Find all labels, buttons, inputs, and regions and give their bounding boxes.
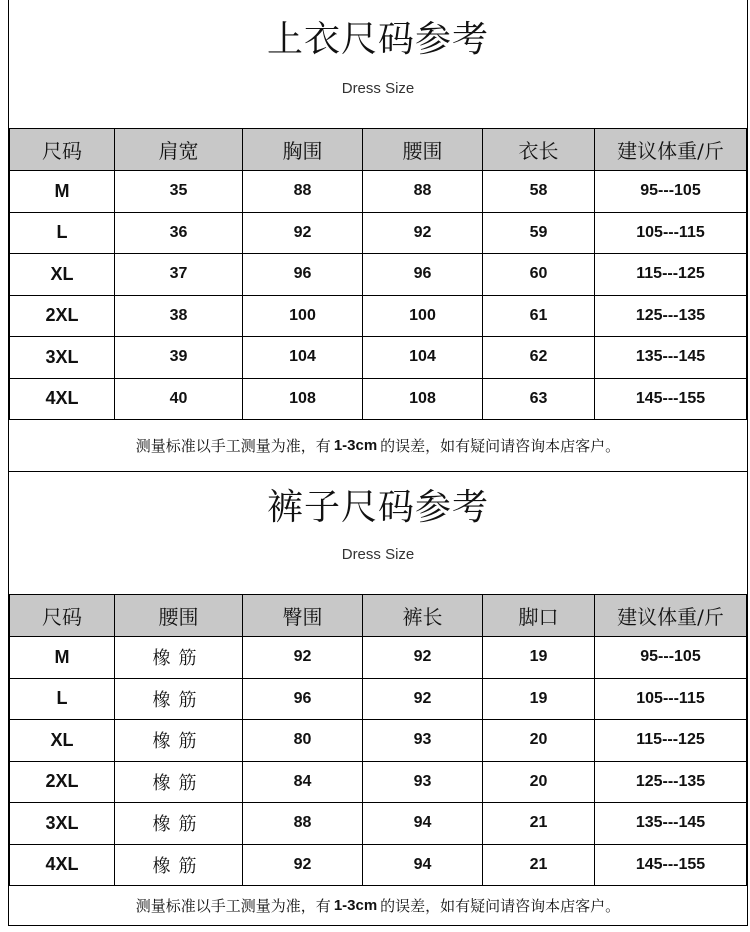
- table-row: [10, 637, 747, 679]
- table-cell: 80: [243, 720, 363, 762]
- bottom-header-cell: 尺码: [10, 595, 115, 637]
- table-cell: 135---145: [595, 803, 747, 845]
- table-cell: 橡筋: [115, 803, 243, 845]
- table-cell: 93: [363, 720, 483, 762]
- size-cell: M: [10, 171, 115, 213]
- bottom-header-row: [10, 595, 747, 637]
- table-cell: 104: [243, 337, 363, 379]
- table-cell: 95---105: [595, 637, 747, 679]
- note-text-after: 的误差，如有疑问请咨询本店客户。: [380, 437, 621, 455]
- table-cell: 96: [363, 254, 483, 296]
- table-cell: 橡筋: [115, 844, 243, 886]
- table-row: [10, 295, 747, 337]
- table-cell: 37: [115, 254, 243, 296]
- top-header-cell: 腰围: [363, 129, 483, 171]
- size-cell: L: [10, 212, 115, 254]
- table-cell: 36: [115, 212, 243, 254]
- top-size-table: [9, 128, 747, 420]
- table-cell: 63: [483, 378, 595, 420]
- bottom-subtitle: Dress Size: [341, 546, 415, 563]
- bottom-header-cell: 裤长: [363, 595, 483, 637]
- table-cell: 橡筋: [115, 637, 243, 679]
- table-cell: 100: [243, 295, 363, 337]
- table-cell: 88: [243, 803, 363, 845]
- table-cell: 21: [483, 803, 595, 845]
- note-range: 1-3cm: [333, 437, 378, 454]
- table-cell: 39: [115, 337, 243, 379]
- table-cell: 橡筋: [115, 720, 243, 762]
- table-cell: 115---125: [595, 254, 747, 296]
- table-cell: 145---155: [595, 844, 747, 886]
- table-cell: 92: [243, 637, 363, 679]
- bottom-size-table: [9, 594, 747, 886]
- table-cell: 橡筋: [115, 761, 243, 803]
- table-row: [10, 337, 747, 379]
- table-cell: 108: [363, 378, 483, 420]
- bottom-measurement-note: [9, 886, 747, 926]
- top-header-cell: 尺码: [10, 129, 115, 171]
- top-header-cell: 衣长: [483, 129, 595, 171]
- top-measurement-note: [9, 420, 747, 472]
- table-cell: 58: [483, 171, 595, 213]
- top-header-cell: 建议体重/斤: [595, 129, 747, 171]
- top-title: 上衣尺码参考: [266, 19, 489, 60]
- size-cell: 3XL: [10, 803, 115, 845]
- note-text-after: 的误差，如有疑问请咨询本店客户。: [380, 897, 621, 915]
- table-cell: 125---135: [595, 295, 747, 337]
- bottom-header-cell: 腰围: [115, 595, 243, 637]
- top-header-row: [10, 129, 747, 171]
- table-cell: 93: [363, 761, 483, 803]
- table-cell: 60: [483, 254, 595, 296]
- table-row: [10, 254, 747, 296]
- size-cell: XL: [10, 720, 115, 762]
- size-cell: M: [10, 637, 115, 679]
- table-cell: 94: [363, 844, 483, 886]
- table-row: [10, 212, 747, 254]
- note-text-before: 测量标准以手工测量为准，有: [135, 437, 331, 455]
- bottom-title-block: [9, 472, 747, 594]
- size-cell: 3XL: [10, 337, 115, 379]
- table-cell: 96: [243, 678, 363, 720]
- table-row: [10, 720, 747, 762]
- table-cell: 105---115: [595, 678, 747, 720]
- table-cell: 92: [363, 212, 483, 254]
- table-row: [10, 761, 747, 803]
- table-row: [10, 844, 747, 886]
- table-cell: 88: [363, 171, 483, 213]
- size-cell: XL: [10, 254, 115, 296]
- bottom-header-cell: 臀围: [243, 595, 363, 637]
- table-cell: 21: [483, 844, 595, 886]
- bottom-header-cell: 建议体重/斤: [595, 595, 747, 637]
- top-subtitle: Dress Size: [341, 80, 415, 97]
- note-range: 1-3cm: [333, 897, 378, 914]
- table-cell: 108: [243, 378, 363, 420]
- table-cell: 20: [483, 761, 595, 803]
- table-cell: 104: [363, 337, 483, 379]
- size-cell: 4XL: [10, 378, 115, 420]
- size-cell: 4XL: [10, 844, 115, 886]
- table-cell: 105---115: [595, 212, 747, 254]
- size-cell: 2XL: [10, 295, 115, 337]
- size-cell: 2XL: [10, 761, 115, 803]
- bottom-header-cell: 脚口: [483, 595, 595, 637]
- table-cell: 19: [483, 637, 595, 679]
- size-cell: L: [10, 678, 115, 720]
- table-cell: 88: [243, 171, 363, 213]
- bottom-title: 裤子尺码参考: [266, 487, 489, 528]
- table-row: [10, 378, 747, 420]
- top-header-cell: 肩宽: [115, 129, 243, 171]
- table-cell: 40: [115, 378, 243, 420]
- table-cell: 94: [363, 803, 483, 845]
- table-cell: 38: [115, 295, 243, 337]
- table-cell: 96: [243, 254, 363, 296]
- table-cell: 135---145: [595, 337, 747, 379]
- top-header-cell: 胸围: [243, 129, 363, 171]
- table-cell: 92: [363, 637, 483, 679]
- note-text-before: 测量标准以手工测量为准，有: [135, 897, 331, 915]
- table-cell: 92: [243, 212, 363, 254]
- table-row: [10, 678, 747, 720]
- table-cell: 84: [243, 761, 363, 803]
- top-title-block: [9, 0, 747, 128]
- table-cell: 61: [483, 295, 595, 337]
- size-chart-sheet: [8, 0, 748, 926]
- table-cell: 100: [363, 295, 483, 337]
- table-row: [10, 803, 747, 845]
- table-cell: 95---105: [595, 171, 747, 213]
- table-cell: 62: [483, 337, 595, 379]
- table-cell: 19: [483, 678, 595, 720]
- table-cell: 92: [363, 678, 483, 720]
- table-cell: 20: [483, 720, 595, 762]
- table-cell: 橡筋: [115, 678, 243, 720]
- table-cell: 92: [243, 844, 363, 886]
- table-row: [10, 171, 747, 213]
- table-cell: 115---125: [595, 720, 747, 762]
- table-cell: 35: [115, 171, 243, 213]
- table-cell: 59: [483, 212, 595, 254]
- table-cell: 145---155: [595, 378, 747, 420]
- table-cell: 125---135: [595, 761, 747, 803]
